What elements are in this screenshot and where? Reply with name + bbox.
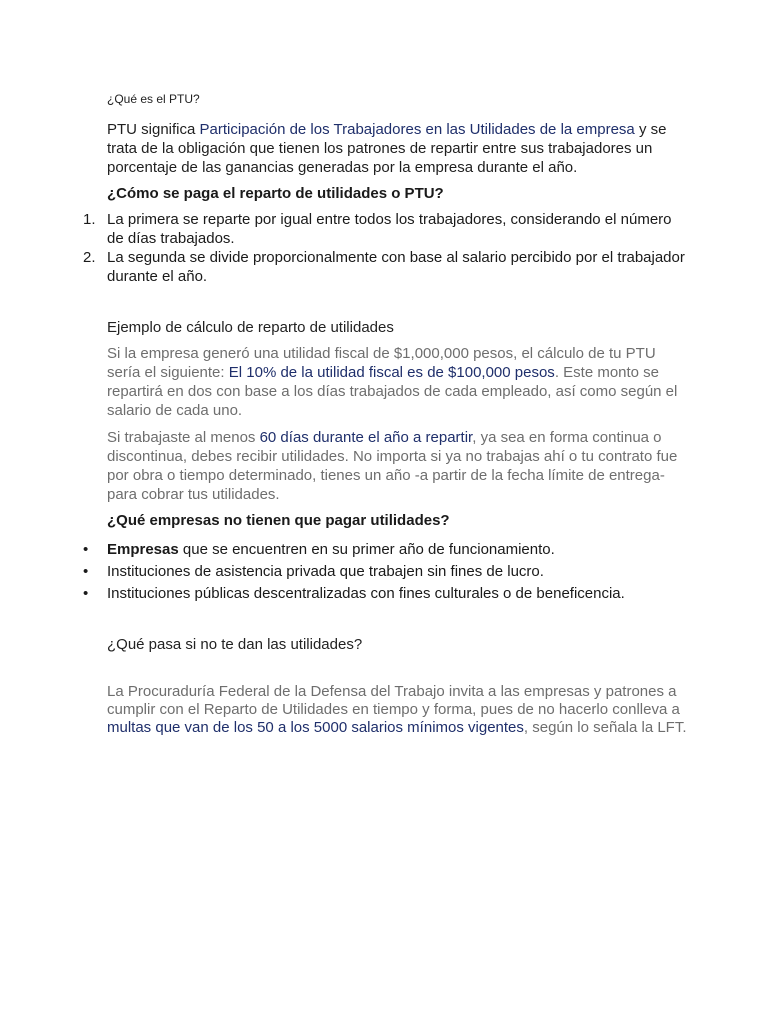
step-text: La segunda se divide proporcionalmente con base al salario percibido por el trabajador durante el año. — [107, 249, 685, 285]
example2-pre: Si trabajaste al menos — [107, 429, 260, 446]
list-item — [83, 540, 687, 559]
list-item — [83, 562, 687, 581]
bullet-bold: Empresas — [107, 541, 179, 558]
bullet-text: que se encuentren en su primer año de funcionamiento. — [178, 541, 555, 558]
bullet-icon: • — [83, 541, 89, 558]
intro-text-post: y se trata de la obligación que tienen los patrones de repartir entre sus trabajadores un porcentaje de las ganancias generadas por la empresa durante el año. — [107, 121, 667, 176]
intro-text-pre: PTU significa — [107, 121, 200, 138]
exempt-list — [83, 540, 687, 603]
bullet-text: Instituciones públicas descentralizadas con fines culturales o de beneficencia. — [107, 585, 625, 602]
intro-highlight: Participación de los Trabajadores en las Utilidades de la empresa — [199, 121, 635, 138]
final-pre: La Procuraduría Federal de la Defensa del Trabajo invita a las empresas y patrones a cumplir con el Reparto de Utilidades en tiempo y forma, pues de no hacerlo conlleva a — [107, 683, 680, 718]
example1-pre: Si la empresa generó una utilidad fiscal de $1,000,000 pesos, el cálculo de tu PTU sería el siguiente: — [107, 345, 656, 381]
final-highlight: multas que van de los 50 a los 5000 salarios mínimos vigentes — [107, 719, 524, 736]
document-body — [83, 92, 687, 737]
heading-what-if-not-paid: ¿Qué pasa si no te dan las utilidades? — [107, 636, 363, 653]
heading-how-paid: ¿Cómo se paga el reparto de utilidades o PTU? — [107, 185, 444, 202]
heading-exempt-companies: ¿Qué empresas no tienen que pagar utilidades? — [107, 512, 450, 529]
bullet-text: Instituciones de asistencia privada que trabajen sin fines de lucro. — [107, 563, 544, 580]
step-text: La primera se reparte por igual entre todos los trabajadores, considerando el número de días trabajados. — [107, 211, 672, 247]
list-item — [83, 584, 687, 603]
example2-highlight: 60 días durante el año a repartir — [259, 429, 473, 446]
example1-post: . Este monto se repartirá en dos con base a los días trabajados de cada empleado, así como según el salario de cada uno. — [107, 364, 678, 419]
final-paragraph — [107, 683, 687, 737]
list-number: 1. — [83, 211, 96, 228]
example-paragraph-2 — [107, 428, 687, 504]
bullet-icon: • — [83, 563, 89, 580]
question-what-is-ptu: ¿Qué es el PTU? — [107, 92, 200, 106]
intro-paragraph — [107, 120, 687, 177]
bullet-icon: • — [83, 585, 89, 602]
heading-example: Ejemplo de cálculo de reparto de utilidades — [107, 319, 394, 336]
final-post: , según lo señala la LFT. — [523, 719, 687, 736]
list-item — [83, 210, 687, 248]
example-paragraph-1 — [107, 344, 687, 420]
list-item — [83, 248, 687, 286]
example2-post: , ya sea en forma continua o discontinua, debes recibir utilidades. No importa si ya no trabajas ahí o tu contrato fue por obra o tiempo determinado, tienes un año -a partir de la fecha límite de entrega- para cobrar tus utilidades. — [107, 429, 678, 503]
payment-steps-list — [83, 210, 687, 286]
list-number: 2. — [83, 249, 96, 266]
example1-highlight: El 10% de la utilidad fiscal es de $100,000 pesos — [228, 364, 555, 381]
